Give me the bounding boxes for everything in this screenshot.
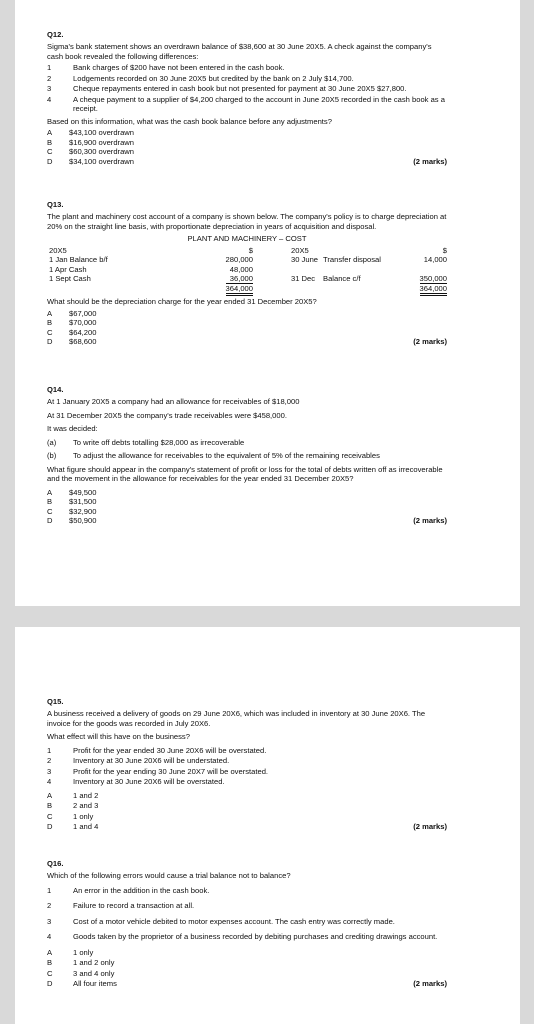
item-text: Bank charges of $200 have not been entered in the cash book.: [73, 63, 285, 73]
option-text: $60,300 overdrawn: [69, 147, 135, 157]
option-d[interactable]: [47, 157, 447, 166]
question-12: [47, 30, 447, 166]
item-text: Goods taken by the proprietor of a business recorded by debiting purchases and crediting drawings account.: [73, 932, 438, 942]
item-number: 4: [47, 932, 52, 942]
list-item: [47, 767, 447, 776]
question-number: Q16.: [47, 859, 64, 868]
exam-page-1: [15, 0, 520, 606]
question-line: It was decided:: [47, 424, 98, 434]
option-letter: D: [47, 822, 53, 832]
item-number: 1: [47, 63, 52, 73]
marks-label: (2 marks): [413, 156, 447, 166]
table-row: [47, 255, 449, 264]
item-text: Cheque repayments entered in cash book but not presented for payment at 30 June 20X5 $27,800.: [73, 84, 407, 94]
option-text: 1 only: [73, 811, 94, 821]
option-letter: C: [47, 147, 53, 157]
option-c[interactable]: [47, 147, 447, 156]
credit-date: 30 June: [291, 255, 319, 265]
table-row: [47, 265, 449, 274]
list-item: [47, 438, 447, 447]
credit-label: Balance c/f: [323, 274, 361, 284]
debit-currency: $: [248, 245, 253, 255]
item-number: 2: [47, 756, 52, 766]
option-text: $31,500: [69, 497, 97, 507]
option-c[interactable]: [47, 507, 447, 516]
option-letter: C: [47, 327, 53, 337]
option-text: $43,100 overdrawn: [69, 128, 135, 138]
list-item: [47, 886, 447, 895]
option-c[interactable]: [47, 812, 447, 821]
question-13: [47, 200, 447, 347]
option-text: $50,900: [69, 516, 97, 526]
debit-label: 1 Jan Balance b/f: [49, 255, 108, 265]
option-letter: A: [47, 487, 53, 497]
question-15: [47, 697, 447, 833]
item-text: Inventory at 30 June 20X6 will be overstated.: [73, 777, 225, 787]
ledger-account-table: [47, 246, 449, 293]
option-letter: B: [47, 958, 53, 968]
question-stem: Sigma's bank statement shows an overdrawn balance of $38,600 at 30 June 20X5. A check against the company's cash book revealed the following differences:: [47, 42, 432, 61]
option-text: $49,500: [69, 487, 97, 497]
list-item: [47, 901, 447, 910]
option-d[interactable]: [47, 337, 447, 346]
option-text: 1 and 2 only: [73, 958, 115, 968]
debit-amount: 36,000: [229, 274, 253, 284]
option-a[interactable]: [47, 128, 447, 137]
debit-label: 1 Sept Cash: [49, 274, 91, 284]
item-text: To adjust the allowance for receivables to the equivalent of 5% of the remaining receivables: [73, 451, 380, 461]
item-number: 1: [47, 885, 52, 895]
list-item: [47, 932, 447, 941]
question-stem: A business received a delivery of goods on 29 June 20X6, which was included in inventory at 30 June 20X6. The invoice for the goods was recorded in July 20X6.: [47, 709, 426, 728]
question-prompt: Based on this information, what was the cash book balance before any adjustments?: [47, 116, 332, 126]
option-letter: A: [47, 947, 53, 957]
option-text: 1 only: [73, 947, 94, 957]
option-letter: D: [47, 979, 53, 989]
item-number: 4: [47, 94, 52, 104]
question-16: [47, 859, 447, 990]
item-text: A cheque payment to a supplier of $4,200 charged to the account in June 20X5 recorded in the cash book as a receipt.: [73, 94, 445, 114]
item-number: 1: [47, 745, 52, 755]
item-number: 2: [47, 73, 52, 83]
option-b[interactable]: [47, 497, 447, 506]
question-number: Q12.: [47, 30, 64, 39]
debit-label: 1 Apr Cash: [49, 264, 87, 274]
item-text: Profit for the year ended 30 June 20X6 will be overstated.: [73, 745, 267, 755]
item-number: 2: [47, 901, 52, 911]
option-text: 2 and 3: [73, 801, 99, 811]
option-a[interactable]: [47, 948, 447, 957]
credit-label: Transfer disposal: [323, 255, 381, 265]
option-letter: B: [47, 137, 53, 147]
option-d[interactable]: [47, 516, 447, 525]
item-text: An error in the addition in the cash book.: [73, 885, 210, 895]
question-number: Q13.: [47, 200, 64, 209]
option-letter: B: [47, 318, 53, 328]
question-stem: Which of the following errors would cause a trial balance not to balance?: [47, 871, 291, 881]
option-text: All four items: [73, 979, 117, 989]
option-letter: B: [47, 801, 53, 811]
list-item: [47, 74, 447, 83]
debit-total: 364,000: [226, 283, 253, 296]
list-item: [47, 746, 447, 755]
marks-label: (2 marks): [413, 822, 447, 832]
option-letter: A: [47, 790, 53, 800]
list-item: [47, 756, 447, 765]
option-letter: D: [47, 337, 53, 347]
credit-total: 364,000: [420, 283, 447, 296]
marks-label: (2 marks): [413, 516, 447, 526]
option-letter: A: [47, 128, 53, 138]
question-line: At 31 December 20X5 the company's trade receivables were $458,000.: [47, 410, 287, 420]
option-c[interactable]: [47, 328, 447, 337]
question-line: At 1 January 20X5 a company had an allowance for receivables of $18,000: [47, 397, 300, 407]
option-b[interactable]: [47, 801, 447, 810]
list-item: [47, 917, 447, 926]
option-a[interactable]: [47, 791, 447, 800]
option-text: 1 and 2: [73, 790, 99, 800]
debit-amount: 280,000: [225, 255, 253, 265]
list-item: [47, 63, 447, 72]
list-item: [47, 95, 447, 114]
item-text: Lodgements recorded on 30 June 20X5 but credited by the bank on 2 July $14,700.: [73, 73, 354, 83]
option-text: $32,900: [69, 506, 97, 516]
credit-currency: $: [442, 245, 447, 255]
item-text: Failure to record a transaction at all.: [73, 901, 195, 911]
marks-label: (2 marks): [413, 337, 447, 347]
option-c[interactable]: [47, 969, 447, 978]
list-item: [47, 84, 447, 93]
option-letter: C: [47, 506, 53, 516]
credit-amount: 14,000: [423, 255, 447, 265]
question-stem: The plant and machinery cost account of a company is shown below. The company's policy is to charge depreciation at 20% on the straight line basis, with proportionate depreciation in years of acquisition and disposal.: [47, 212, 447, 231]
option-text: $68,600: [69, 337, 97, 347]
item-text: Cost of a motor vehicle debited to motor expenses account. The cash entry was correctly made.: [73, 916, 395, 926]
list-item: [47, 777, 447, 786]
question-prompt: What effect will this have on the business?: [47, 732, 190, 742]
item-text: Profit for the year ending 30 June 20X7 will be overstated.: [73, 766, 269, 776]
question-number: Q14.: [47, 385, 64, 394]
option-text: 3 and 4 only: [73, 968, 115, 978]
option-text: $64,200: [69, 327, 97, 337]
item-number: 3: [47, 916, 52, 926]
table-row: [47, 246, 449, 255]
option-b[interactable]: [47, 138, 447, 147]
item-number: (a): [47, 437, 57, 447]
credit-date: 31 Dec: [291, 274, 316, 284]
option-letter: A: [47, 308, 53, 318]
option-letter: D: [47, 516, 53, 526]
option-text: $34,100 overdrawn: [69, 156, 135, 166]
account-title: PLANT AND MACHINERY – COST: [187, 234, 307, 244]
item-number: (b): [47, 451, 57, 461]
option-text: 1 and 4: [73, 822, 99, 832]
credit-year: 20X5: [291, 245, 309, 255]
exam-page-2: [15, 627, 520, 1024]
list-item: [47, 451, 447, 460]
option-text: $70,000: [69, 318, 97, 328]
option-text: $16,900 overdrawn: [69, 137, 135, 147]
credit-amount: 350,000: [419, 274, 447, 284]
debit-amount: 48,000: [229, 264, 253, 274]
option-d[interactable]: [47, 979, 447, 988]
option-letter: D: [47, 156, 53, 166]
item-text: To write off debts totalling $28,000 as irrecoverable: [73, 437, 245, 447]
debit-year: 20X5: [49, 245, 67, 255]
item-number: 4: [47, 777, 52, 787]
option-text: $67,000: [69, 308, 97, 318]
question-prompt: What figure should appear in the company's statement of profit or loss for the total of debts written off as irrecoverable and the movement in the allowance for receivables for the year ended 31 December 20X5?: [47, 464, 443, 484]
table-row: [47, 284, 449, 293]
option-letter: B: [47, 497, 53, 507]
question-14: [47, 385, 447, 526]
marks-label: (2 marks): [413, 979, 447, 989]
item-text: Inventory at 30 June 20X6 will be understated.: [73, 756, 230, 766]
item-number: 3: [47, 766, 52, 776]
option-d[interactable]: [47, 822, 447, 831]
question-prompt: What should be the depreciation charge for the year ended 31 December 20X5?: [47, 297, 317, 307]
option-letter: C: [47, 968, 53, 978]
item-number: 3: [47, 84, 52, 94]
question-number: Q15.: [47, 697, 64, 706]
option-a[interactable]: [47, 488, 447, 497]
option-b[interactable]: [47, 958, 447, 967]
option-b[interactable]: [47, 318, 447, 327]
option-a[interactable]: [47, 309, 447, 318]
option-letter: C: [47, 811, 53, 821]
